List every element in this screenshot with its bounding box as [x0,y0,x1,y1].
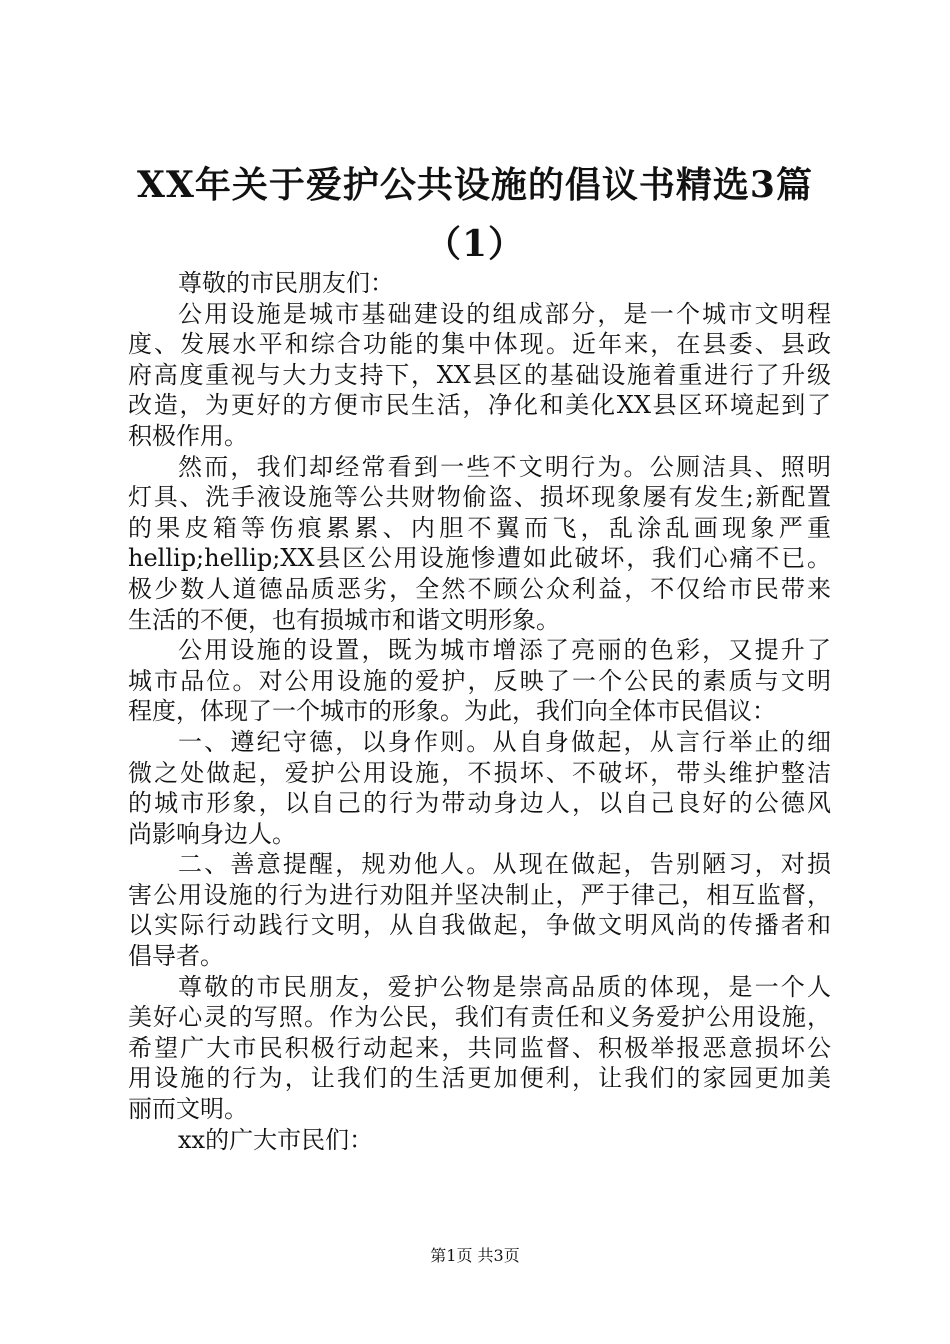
body-line: 然而，我们却经常看到一些不文明行为。公厕洁具、照明 [178,452,831,481]
body-line: 公用设施的设置，既为城市增添了亮丽的色彩，又提升了 [178,636,831,665]
page-footer: 第1页 共3页 [430,1246,520,1265]
body-line: 丽而文明。 [128,1095,248,1124]
body-line: 用设施的行为，让我们的生活更加便利，让我们的家园更加美 [128,1064,831,1093]
body-line: 以实际行动践行文明，从自我做起，争做文明风尚的传播者和 [128,911,831,940]
document-body [128,268,831,1155]
body-line: hellip;hellip;XX县区公用设施惨遭如此破坏，我们心痛不已。 [128,544,831,573]
document-title-line-2: （1） [424,223,526,265]
body-line: 微之处做起，爱护公用设施，不损坏、不破坏，带头维护整洁 [128,758,831,787]
body-line: 改造，为更好的方便市民生活，净化和美化XX县区环境起到了 [128,391,831,420]
body-line: 灯具、洗手液设施等公共财物偷盗、损坏现象屡有发生;新配置 [128,483,831,512]
body-line: 尊敬的市民朋友，爱护公物是崇高品质的体现，是一个人 [178,972,831,1001]
body-line: 尚影响身边人。 [128,819,296,848]
body-line: 尊敬的市民朋友们： [178,269,394,297]
body-line: 一、遵纪守德，以身作则。从自身做起，从言行举止的细 [178,727,831,756]
body-line: 府高度重视与大力支持下，XX县区的基础设施着重进行了升级 [128,360,831,389]
body-line: 程度，体现了一个城市的形象。为此，我们向全体市民倡议： [128,697,776,726]
body-line: xx的广大市民们： [178,1125,374,1154]
body-line: 害公用设施的行为进行劝阻并坚决制止，严于律己，相互监督， [128,880,831,909]
body-line: 美好心灵的写照。作为公民，我们有责任和义务爱护公用设施， [128,1003,831,1032]
body-line: 希望广大市民积极行动起来，共同监督、积极举报恶意损坏公 [128,1033,831,1062]
body-line: 城市品位。对公用设施的爱护，反映了一个公民的素质与文明 [128,666,831,695]
body-line: 积极作用。 [128,421,248,450]
body-line: 二、善意提醒，规劝他人。从现在做起，告别陋习，对损 [178,850,831,879]
body-line: 极少数人道德品质恶劣，全然不顾公众利益，不仅给市民带来 [128,574,831,603]
body-line: 的城市形象，以自己的行为带动身边人，以自己良好的公德风 [128,789,831,818]
body-line: 生活的不便，也有损城市和谐文明形象。 [128,605,560,634]
body-line: 的果皮箱等伤痕累累、内胆不翼而飞，乱涂乱画现象严重 [128,513,831,542]
body-line: 公用设施是城市基础建设的组成部分，是一个城市文明程 [178,299,831,328]
document-title-line-1: XX年关于爱护公共设施的倡议书精选3篇 [137,164,813,206]
body-line: 倡导者。 [128,942,224,971]
body-line: 度、发展水平和综合功能的集中体现。近年来，在县委、县政 [128,330,831,359]
